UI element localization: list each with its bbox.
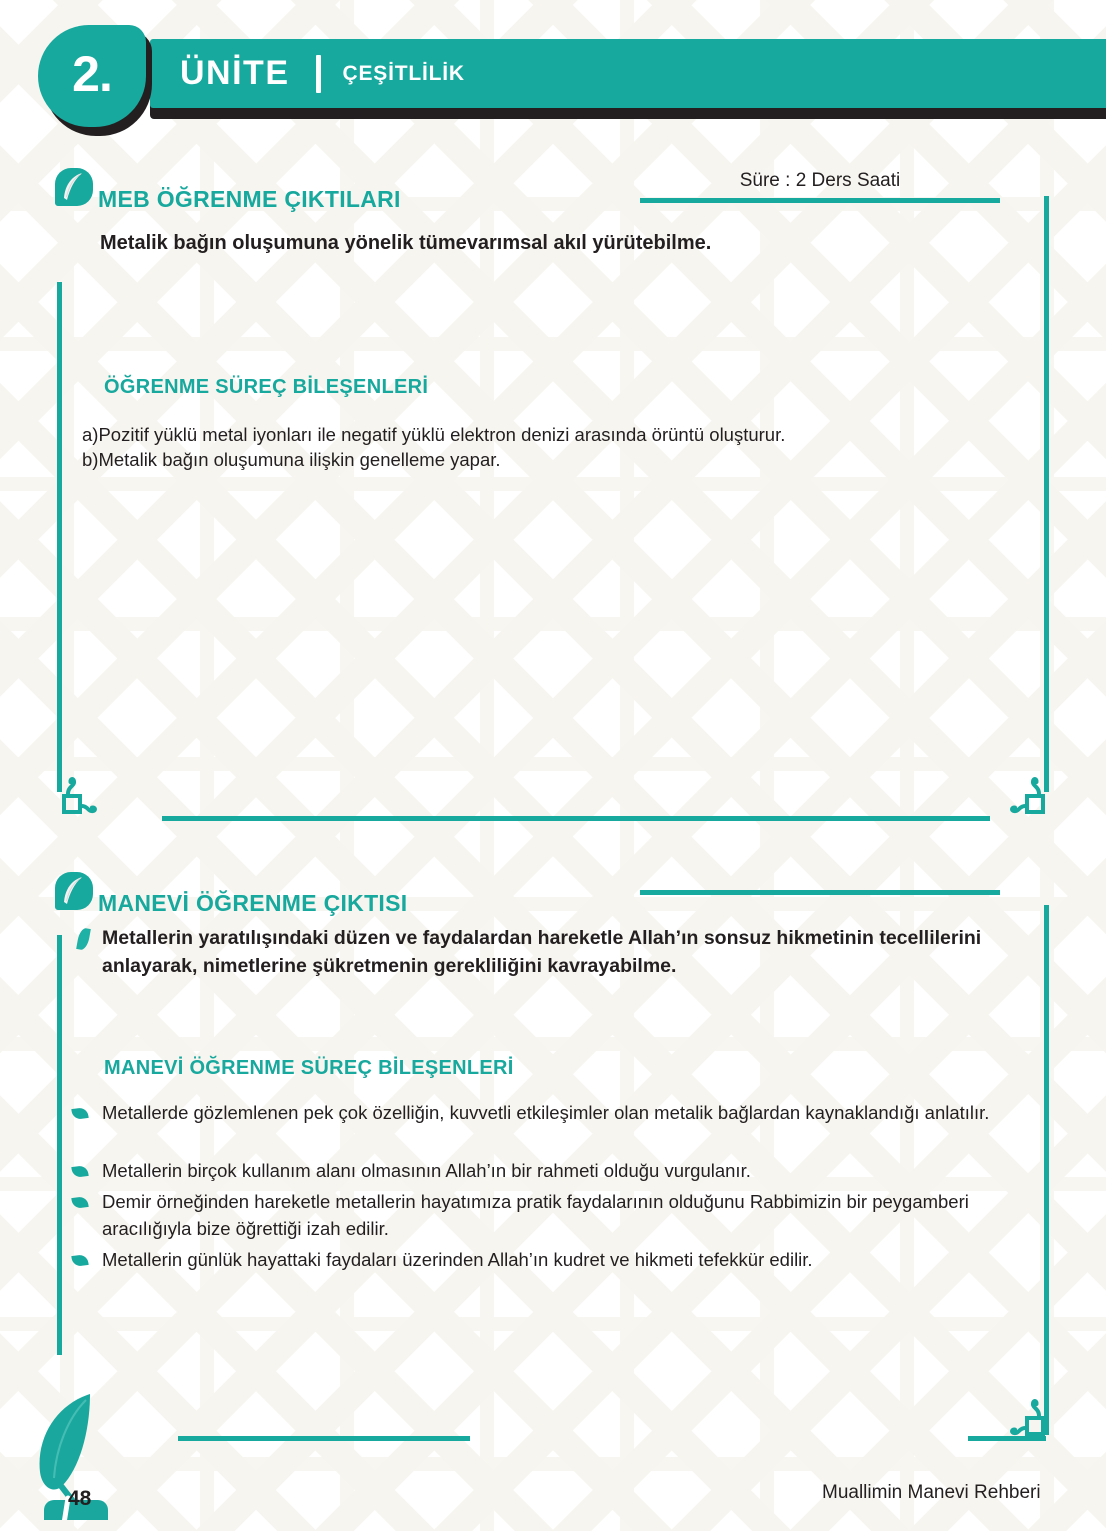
book-title-footer: Muallimin Manevi Rehberi <box>822 1482 1041 1503</box>
leaf-bullet-icon <box>71 1254 88 1267</box>
leaf-bullet-icon <box>71 1165 88 1178</box>
feather-icon-2 <box>55 872 93 910</box>
manevi-box-right-border <box>1044 905 1049 1435</box>
page-number: 48 <box>68 1487 92 1510</box>
list-item <box>72 1100 1002 1127</box>
meb-section-title: MEB ÖĞRENME ÇIKTILARI <box>98 186 401 212</box>
manevi-process-title: MANEVİ ÖĞRENME SÜREÇ BİLEŞENLERİ <box>104 1057 514 1079</box>
list-item-text: Metallerin günlük hayattaki faydaları üzerinden Allah’ın kudret ve hikmeti tefekkür edilir. <box>102 1249 813 1270</box>
meb-process-item-b: b)Metalik bağın oluşumuna ilişkin genelleme yapar. <box>82 449 501 470</box>
corner-ornament-footer-right-icon <box>1000 1392 1052 1444</box>
meb-box-right-border <box>1044 196 1049 792</box>
leaf-bullet-icon <box>71 1107 88 1120</box>
feather-glyph <box>61 171 87 203</box>
manevi-title-rule <box>640 890 1000 895</box>
list-item-text: Metallerin birçok kullanım alanı olmasının Allah’ın bir rahmeti olduğu vurgulanır. <box>102 1160 751 1181</box>
manevi-outcome-text: Metallerin yaratılışındaki düzen ve faydalardan hareketle Allah’ın sonsuz hikmetinin tecellilerini anlayarak, nimetlerine şükretmenin gerekliliğini kavrayabilme. <box>102 927 982 978</box>
list-item <box>72 1247 1002 1274</box>
meb-box-bottom-border <box>162 816 990 821</box>
feather-glyph-2 <box>61 875 87 907</box>
manevi-box-left-border <box>57 935 62 1355</box>
list-item <box>72 1158 1002 1185</box>
unit-number-badge <box>38 25 146 127</box>
meb-box-left-border <box>57 282 62 792</box>
outcome-leaf-marker-icon <box>76 927 91 951</box>
header-banner <box>150 39 1106 108</box>
leaf-bullet-icon <box>71 1196 88 1209</box>
unit-topic: ÇEŞİTLİLİK <box>342 61 465 85</box>
unit-label: ÜNİTE <box>180 54 290 92</box>
manevi-box-bottom-border-left <box>178 1436 470 1441</box>
corner-ornament-bottom-right-icon <box>1000 770 1052 822</box>
list-item-text: Demir örneğinden hareketle metallerin hayatımıza pratik faydalarının olduğunu Rabbimizin bir peygamberi aracılığıyla bize öğrettiği izah edilir. <box>102 1191 969 1239</box>
list-item-text: Metallerde gözlemlenen pek çok özelliğin, kuvvetli etkileşimler olan metalik bağlardan kaynaklandığı anlatılır. <box>102 1102 990 1123</box>
duration-text: Süre : 2 Ders Saati <box>739 170 901 191</box>
banner-separator <box>316 55 321 93</box>
list-item <box>72 1189 1002 1243</box>
duration-underline <box>640 198 1000 203</box>
meb-outcome-text: Metalik bağın oluşumuna yönelik tümevarımsal akıl yürütebilme. <box>100 232 712 254</box>
corner-ornament-bottom-left-icon <box>55 770 107 822</box>
unit-number: 2. <box>72 46 112 102</box>
meb-process-item-a: a)Pozitif yüklü metal iyonları ile negatif yüklü elektron denizi arasında örüntü oluşturur. <box>82 424 786 445</box>
manevi-section-title: MANEVİ ÖĞRENME ÇIKTISI <box>98 890 408 916</box>
meb-process-title: ÖĞRENME SÜREÇ BİLEŞENLERİ <box>104 376 429 398</box>
feather-icon <box>55 168 93 206</box>
